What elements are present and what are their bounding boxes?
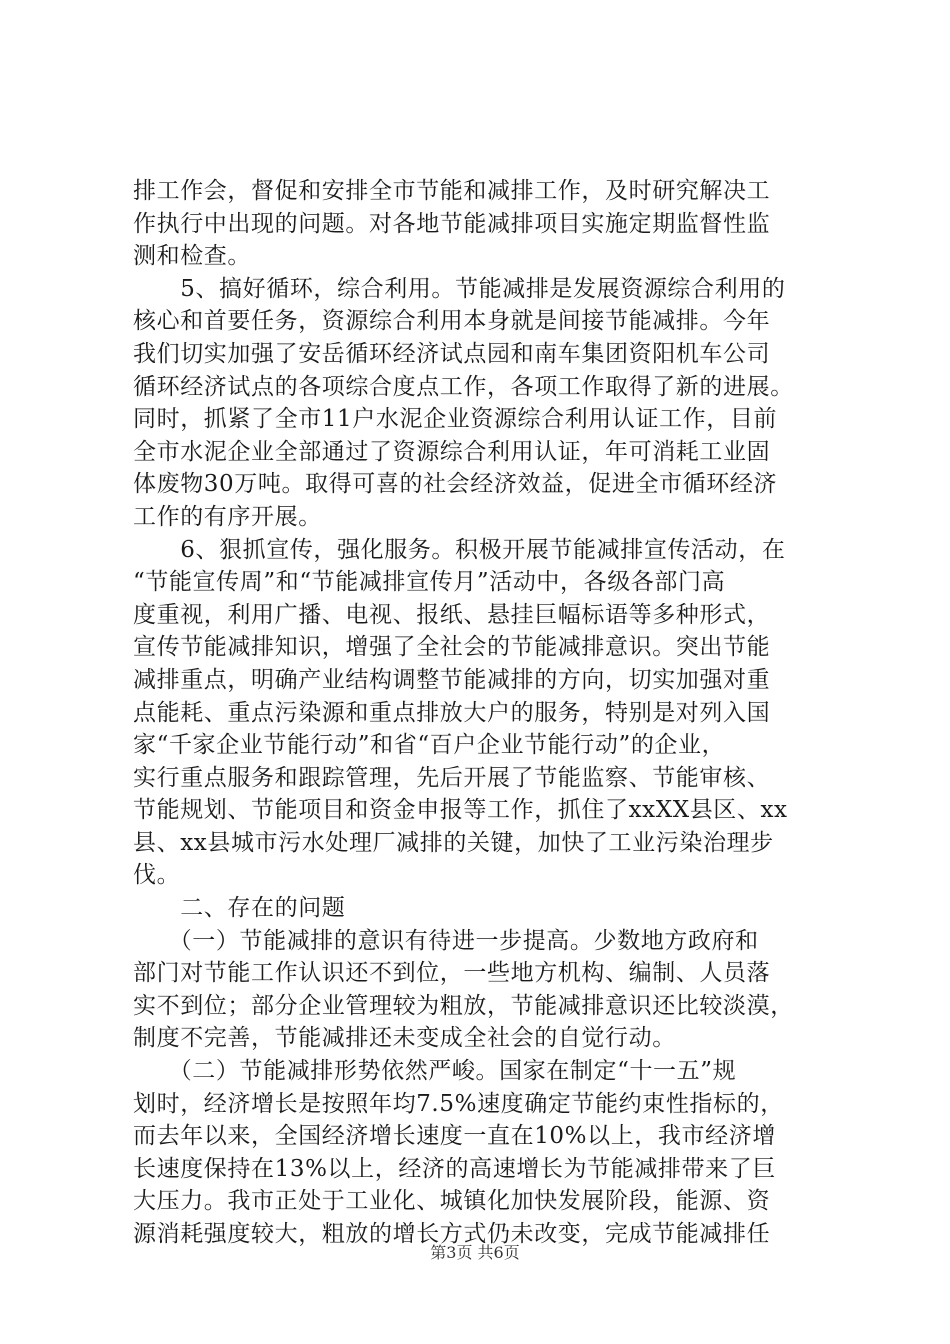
text-line: 工作的有序开展。 bbox=[133, 503, 322, 530]
text-line: 部门对节能工作认识还不到位，一些地方机构、编制、人员落 bbox=[133, 960, 771, 987]
text-line: 大压力。我市正处于工业化、城镇化加快发展阶段，能源、资 bbox=[133, 1188, 771, 1215]
text-line: 县、xx县城市污水处理厂减排的关键，加快了工业污染治理步 bbox=[133, 829, 774, 856]
text-line: 我们切实加强了安岳循环经济试点园和南车集团资阳机车公司 bbox=[133, 340, 771, 367]
text-line: 制度不完善，节能减排还未变成全社会的自觉行动。 bbox=[133, 1025, 676, 1052]
text-line: 5、搞好循环，综合利用。节能减排是发展资源综合利用的 bbox=[133, 275, 786, 302]
text-line: 源消耗强度较大，粗放的增长方式仍未改变，完成节能减排任 bbox=[133, 1221, 771, 1247]
text-line: 节能规划、节能项目和资金申报等工作，抓住了xxXX县区、xx bbox=[133, 797, 788, 824]
text-line: 度重视，利用广播、电视、报纸、悬挂巨幅标语等多种形式， bbox=[133, 601, 771, 628]
text-line: 核心和首要任务，资源综合利用本身就是间接节能减排。今年 bbox=[133, 308, 771, 335]
text-line: 6、狠抓宣传，强化服务。积极开展节能减排宣传活动，在 bbox=[133, 536, 786, 563]
text-line: 宣传节能减排知识，增强了全社会的节能减排意识。突出节能 bbox=[133, 634, 771, 661]
text-line: 伐。 bbox=[133, 862, 181, 889]
section-heading: 二、存在的问题 bbox=[133, 895, 346, 922]
text-line: （一）节能减排的意识有待进一步提高。少数地方政府和 bbox=[133, 927, 759, 954]
text-line: 减排重点，明确产业结构调整节能减排的方向，切实加强对重 bbox=[133, 666, 771, 693]
text-line: 作执行中出现的问题。对各地节能减排项目实施定期监督性监 bbox=[133, 210, 771, 237]
page-number-footer: 第3页 共6页 bbox=[430, 1243, 520, 1262]
text-line: 测和检查。 bbox=[133, 243, 251, 270]
text-line: （二）节能减排形势依然严峻。国家在制定“十一五”规 bbox=[133, 1058, 737, 1085]
text-line: 全市水泥企业全部通过了资源综合利用认证，年可消耗工业固 bbox=[133, 438, 771, 465]
text-line: 同时，抓紧了全市11户水泥企业资源综合利用认证工作，目前 bbox=[133, 406, 778, 433]
text-line: “节能宣传周”和“节能减排宣传月”活动中，各级各部门高 bbox=[133, 569, 726, 596]
text-line: 划时，经济增长是按照年均7.5%速度确定节能约束性指标的， bbox=[133, 1090, 784, 1117]
text-line: 实行重点服务和跟踪管理，先后开展了节能监察、节能审核、 bbox=[133, 764, 771, 791]
text-line: 家“千家企业节能行动”和省“百户企业节能行动”的企业， bbox=[133, 732, 726, 759]
text-line: 循环经济试点的各项综合度点工作，各项工作取得了新的进展。 bbox=[133, 373, 794, 400]
text-line: 实不到位；部分企业管理较为粗放，节能减排意识还比较淡漠， bbox=[133, 992, 794, 1019]
body-text bbox=[133, 175, 833, 1251]
text-line: 点能耗、重点污染源和重点排放大户的服务，特别是对列入国 bbox=[133, 699, 771, 726]
text-line: 而去年以来，全国经济增长速度一直在10%以上，我市经济增 bbox=[133, 1123, 776, 1150]
text-line: 体废物30万吨。取得可喜的社会经济效益，促进全市循环经济 bbox=[133, 471, 778, 498]
text-line: 排工作会，督促和安排全市节能和减排工作，及时研究解决工 bbox=[133, 178, 771, 204]
text-line: 长速度保持在13%以上，经济的高速增长为节能减排带来了巨 bbox=[133, 1155, 776, 1182]
